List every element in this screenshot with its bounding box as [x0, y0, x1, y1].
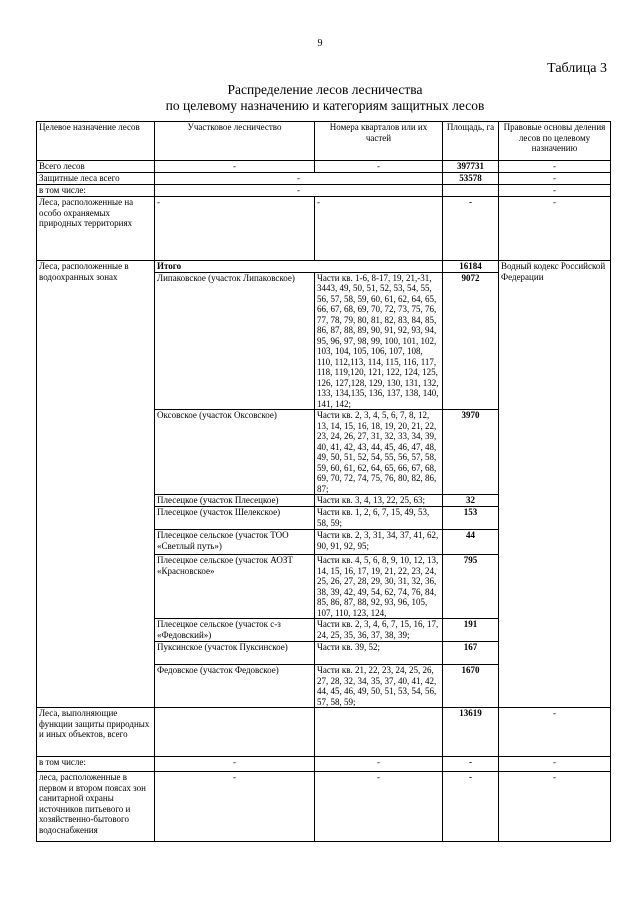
row-blocks: - — [315, 197, 443, 261]
row-area: 13619 — [443, 708, 499, 757]
row-area: - — [443, 757, 499, 772]
table-row — [37, 757, 611, 772]
row-area: 795 — [443, 555, 499, 619]
row-purpose: Леса, расположенные в водоохранных зонах — [37, 261, 155, 708]
row-forestry-blocks: - — [155, 185, 443, 197]
row-purpose: Всего лесов — [37, 161, 155, 173]
row-forestry: Пуксинское (участок Пуксинское) — [155, 642, 315, 665]
row-area: - — [443, 772, 499, 842]
row-forestry: Плесецкое сельское (участок ТОО «Светлый путь») — [155, 530, 315, 555]
row-legal: - — [499, 197, 611, 261]
row-legal: Водный кодекс Российской Федерации — [499, 261, 611, 708]
row-legal: - — [499, 757, 611, 772]
row-blocks — [315, 708, 443, 757]
row-purpose: в том числе: — [37, 757, 155, 772]
row-area: 16184 — [443, 261, 499, 273]
row-purpose: леса, расположенные в первом и втором поясах зон санитарной охраны источников питьевого и хозяйственно-бытового водоснабжения — [37, 772, 155, 842]
row-area: 167 — [443, 642, 499, 665]
row-legal: - — [499, 161, 611, 173]
row-purpose: в том числе: — [37, 185, 155, 197]
row-forestry: - — [155, 197, 315, 261]
header-row — [37, 122, 611, 161]
row-forestry: Плесецкое (участок Шелекское) — [155, 507, 315, 530]
row-area: 191 — [443, 619, 499, 642]
header-forestry: Участковое лесничество — [155, 122, 315, 161]
table-title — [40, 82, 610, 114]
row-legal: - — [499, 185, 611, 197]
table-row — [37, 185, 611, 197]
header-legal: Правовые основы деления лесов по целевому назначению — [499, 122, 611, 161]
row-legal: - — [499, 708, 611, 757]
row-blocks: - — [315, 757, 443, 772]
row-blocks: Части кв. 21, 22, 23, 24, 25, 26, 27, 28, 32, 34, 35, 37, 40, 41, 42, 44, 45, 46, 49, 50, 51, 53, 54, 56, 57, 58, 59; — [315, 665, 443, 708]
row-forestry: - — [155, 757, 315, 772]
page-number: 9 — [317, 38, 323, 49]
row-forestry: Плесецкое сельское (участок с-з «Федовский») — [155, 619, 315, 642]
row-blocks: Части кв. 4, 5, 6, 8, 9, 10, 12, 13, 14, 15, 16, 17, 19, 21, 22, 23, 24, 25, 26, 27, 28, 29, 30, 31, 32, 36, 38, 39, 42, 49, 54, 62, 74, 76, 84, 85, 86, 87, 88, 92, 93, 96, 105, 107, 110, 123, 124, — [315, 555, 443, 619]
row-purpose: Леса, выполняющие функции защиты природных и иных объектов, всего — [37, 708, 155, 757]
row-area — [443, 185, 499, 197]
header-blocks: Номера кварталов или их частей — [315, 122, 443, 161]
row-blocks: Части кв. 1, 2, 6, 7, 15, 49, 53, 58, 59; — [315, 507, 443, 530]
table-row — [37, 173, 611, 185]
row-area: 32 — [443, 495, 499, 507]
row-area: 3970 — [443, 410, 499, 495]
row-forestry: Оксовское (участок Оксовское) — [155, 410, 315, 495]
row-forestry: Федовское (участок Федовское) — [155, 665, 315, 708]
header-purpose: Целевое назначение лесов — [37, 122, 155, 161]
row-forestry: Плесецкое (участок Плесецкое) — [155, 495, 315, 507]
row-purpose: Леса, расположенные на особо охраняемых природных территориях — [37, 197, 155, 261]
row-area: 44 — [443, 530, 499, 555]
table-number: Таблица 3 — [547, 61, 607, 76]
title-line-1: Распределение лесов лесничества — [227, 82, 423, 97]
row-blocks: - — [315, 772, 443, 842]
row-area: 9072 — [443, 272, 499, 410]
row-forestry: Плесецкое сельское (участок АОЗТ «Красновское» — [155, 555, 315, 619]
row-blocks: - — [315, 161, 443, 173]
table-row — [37, 197, 611, 261]
row-area: 153 — [443, 507, 499, 530]
row-area: 53578 — [443, 173, 499, 185]
row-forestry: - — [155, 161, 315, 173]
row-blocks: Части кв. 2, 3, 4, 5, 6, 7, 8, 12, 13, 14, 15, 16, 18, 19, 20, 21, 22, 23, 24, 26, 27, 31, 32, 33, 34, 39, 40, 41, 42, 43, 44, 45, 46, 47, 48, 49, 50, 51, 52, 54, 55, 56, 57, 58, 59, 60, 61, 62, 64, 65, 66, 67, 68, 69, 70, 72, 74, 75, 76, 80, 82, 86, 87; — [315, 410, 443, 495]
row-area: - — [443, 197, 499, 261]
row-forestry — [155, 708, 315, 757]
row-area: 397731 — [443, 161, 499, 173]
header-area: Площадь, га — [443, 122, 499, 161]
table-row — [37, 772, 611, 842]
row-forestry-blocks: - — [155, 173, 443, 185]
forest-distribution-table — [36, 121, 611, 842]
row-itogo: Итого — [155, 261, 443, 273]
row-blocks: Части кв. 2, 3, 4, 6, 7, 15, 16, 17, 24, 25, 35, 36, 37, 38, 39; — [315, 619, 443, 642]
row-blocks: Части кв. 2, 3, 31, 34, 37, 41, 62, 90, 91, 92, 95; — [315, 530, 443, 555]
table-row — [37, 161, 611, 173]
row-blocks: Части кв. 1-6, 8-17, 19, 21,-31, 3443, 49, 50, 51, 52, 53, 54, 55, 56, 57, 58, 59, 60, 61, 62, 64, 65, 66, 67, 68, 69, 70, 72, 73, 75, 76, 77, 78, 79, 80, 81, 82, 83, 84, 85, 86, 87, 88, 89, 90, 91, 92, 93, 94, 95, 96, 97, 98, 99, 100, 101, 102, 103, 104, 105, 106, 107, 108, 110, 112,113, 114, 115, 116, 117, 118, 119,120, 121, 122, 124, 125, 126, 127,128, 129, 130, 131, 132, 133, 134,135, 136, 137, 138, 140, 141, 142; — [315, 272, 443, 410]
row-blocks: Части кв. 3, 4, 13, 22, 25, 63; — [315, 495, 443, 507]
table-row — [37, 708, 611, 757]
row-forestry: - — [155, 772, 315, 842]
row-legal: - — [499, 772, 611, 842]
row-blocks: Части кв. 39, 52; — [315, 642, 443, 665]
table-row — [37, 261, 611, 273]
row-forestry: Липаковское (участок Липаковское) — [155, 272, 315, 410]
row-area: 1670 — [443, 665, 499, 708]
row-legal: - — [499, 173, 611, 185]
title-line-2: по целевому назначению и категориям защитных лесов — [165, 98, 485, 113]
row-purpose: Защитные леса всего — [37, 173, 155, 185]
